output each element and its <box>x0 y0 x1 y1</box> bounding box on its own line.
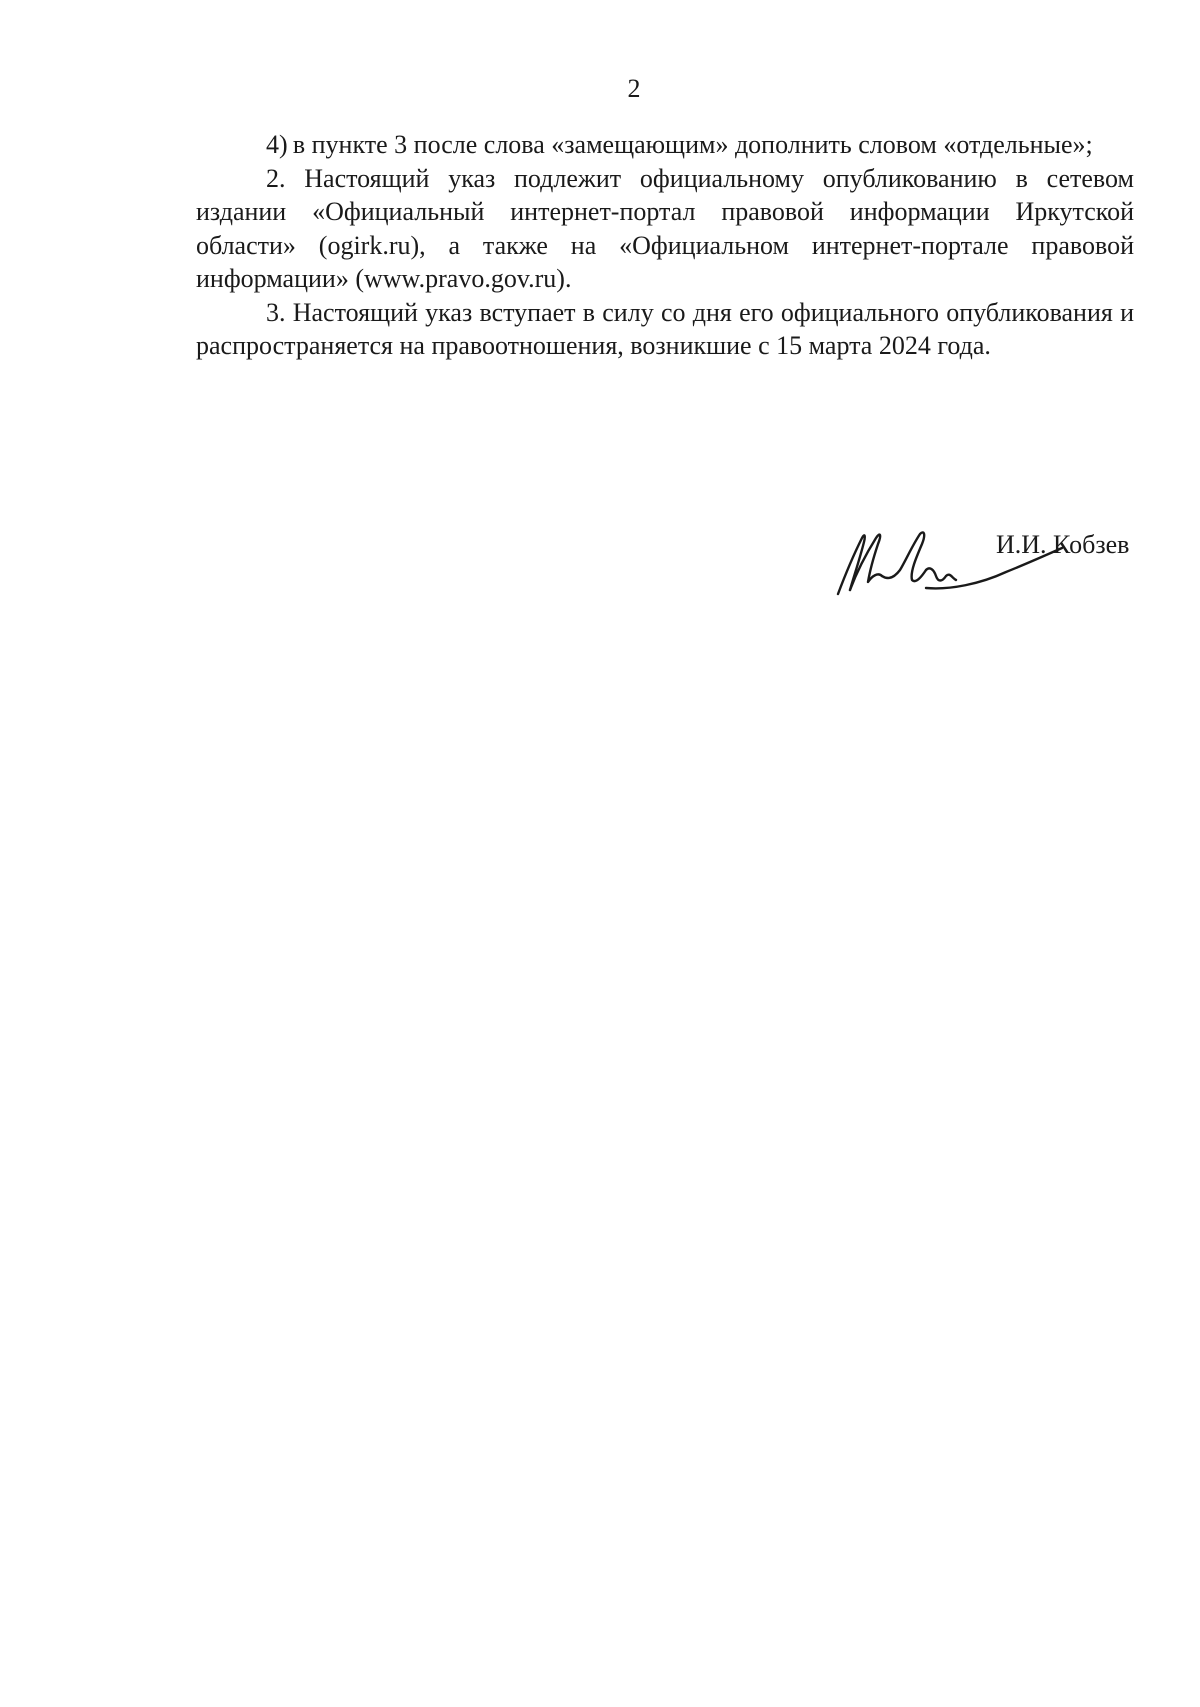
paragraph-item-4: 4) в пункте 3 после слова «замещающим» дополнить словом «отдельные»; <box>266 130 1093 159</box>
document-body <box>196 128 1134 363</box>
signature-block <box>830 520 1160 600</box>
paragraph-publication: 2. Настоящий указ подлежит официальному опубликованию в сетевом издании «Официальный интернет-портал правовой информации Иркутской области» (ogirk.ru), а также на «Официальном интернет-портале правовой информации» (www.pravo.gov.ru). <box>196 163 1134 293</box>
page-number: 2 <box>627 74 641 103</box>
paragraph-effective-date: 3. Настоящий указ вступает в силу со дня его официального опубликования и распространяется на правоотношения, возникшие с 15 марта 2024 года. <box>196 297 1134 360</box>
signer-name: И.И. Кобзев <box>996 530 1130 559</box>
